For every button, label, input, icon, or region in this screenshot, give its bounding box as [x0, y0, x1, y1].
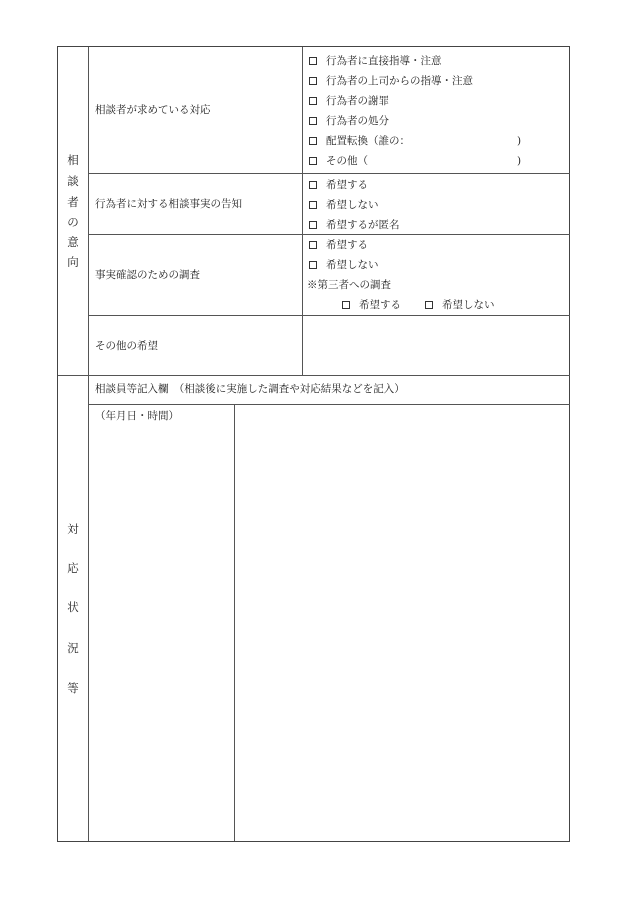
- option-notify-yes[interactable]: 希望する: [309, 180, 368, 191]
- checkbox[interactable]: [309, 117, 317, 125]
- checkbox[interactable]: [309, 97, 317, 105]
- wishes-vertical-label-1: 相: [67, 153, 79, 167]
- reassignment-close-paren: ): [517, 135, 522, 147]
- checkbox[interactable]: [309, 261, 317, 269]
- checkbox[interactable]: [309, 241, 317, 249]
- other-wishes-field[interactable]: [303, 316, 569, 374]
- wishes-vertical-label-6: 向: [67, 255, 79, 269]
- response-vertical-label-4: 況: [67, 641, 79, 655]
- wishes-vertical-label-2: 談: [67, 174, 79, 188]
- divider-row-1: [88, 173, 570, 174]
- consultation-form: [57, 46, 570, 842]
- row-label-investigation: 事実確認のための調査: [95, 269, 200, 281]
- row-label-notify-actor: 行為者に対する相談事実の告知: [95, 198, 242, 210]
- checkbox[interactable]: [309, 181, 317, 189]
- checkbox[interactable]: [309, 157, 317, 165]
- row-label-desired-response: 相談者が求めている対応: [95, 104, 211, 116]
- wishes-vertical-label-5: 意: [67, 235, 79, 249]
- row-label-other-wishes: その他の希望: [95, 340, 158, 352]
- option-reassignment[interactable]: 配置転換（誰の：: [309, 136, 410, 147]
- option-third-party-no[interactable]: 希望しない: [425, 300, 495, 311]
- checkbox[interactable]: [309, 201, 317, 209]
- checkbox[interactable]: [309, 221, 317, 229]
- option-supervisor-guidance[interactable]: 行為者の上司からの指導・注意: [309, 76, 473, 87]
- option-notify-anonymous[interactable]: 希望するが匿名: [309, 220, 400, 231]
- option-other[interactable]: その他（: [309, 156, 368, 167]
- option-apology[interactable]: 行為者の謝罪: [309, 96, 389, 107]
- response-vertical-label-1: 対: [67, 522, 79, 536]
- divider-section: [58, 375, 570, 376]
- option-third-party-yes[interactable]: 希望する: [342, 300, 401, 311]
- response-vertical-label-2: 応: [67, 561, 79, 575]
- response-details-entry-area[interactable]: [235, 405, 570, 841]
- checkbox[interactable]: [309, 77, 317, 85]
- date-time-column-label: （年月日・時間）: [95, 410, 179, 422]
- checkbox[interactable]: [342, 301, 350, 309]
- response-vertical-label-3: 状: [67, 600, 79, 614]
- option-notify-no[interactable]: 希望しない: [309, 200, 379, 211]
- option-investigation-no[interactable]: 希望しない: [309, 260, 379, 271]
- checkbox[interactable]: [309, 137, 317, 145]
- divider-row-2: [88, 234, 570, 235]
- date-time-entry-area[interactable]: [89, 423, 234, 841]
- wishes-vertical-label-4: の: [67, 215, 79, 229]
- option-direct-guidance[interactable]: 行為者に直接指導・注意: [309, 56, 442, 67]
- checkbox[interactable]: [309, 57, 317, 65]
- response-section-header: 相談員等記入欄 （相談後に実施した調査や対応結果などを記入）: [95, 383, 405, 395]
- other-close-paren: ): [517, 155, 522, 167]
- option-discipline[interactable]: 行為者の処分: [309, 116, 389, 127]
- checkbox[interactable]: [425, 301, 433, 309]
- third-party-note: ※第三者への調査: [307, 279, 391, 291]
- option-investigation-yes[interactable]: 希望する: [309, 240, 368, 251]
- wishes-vertical-label-3: 者: [67, 195, 79, 209]
- response-vertical-label-5: 等: [67, 681, 79, 695]
